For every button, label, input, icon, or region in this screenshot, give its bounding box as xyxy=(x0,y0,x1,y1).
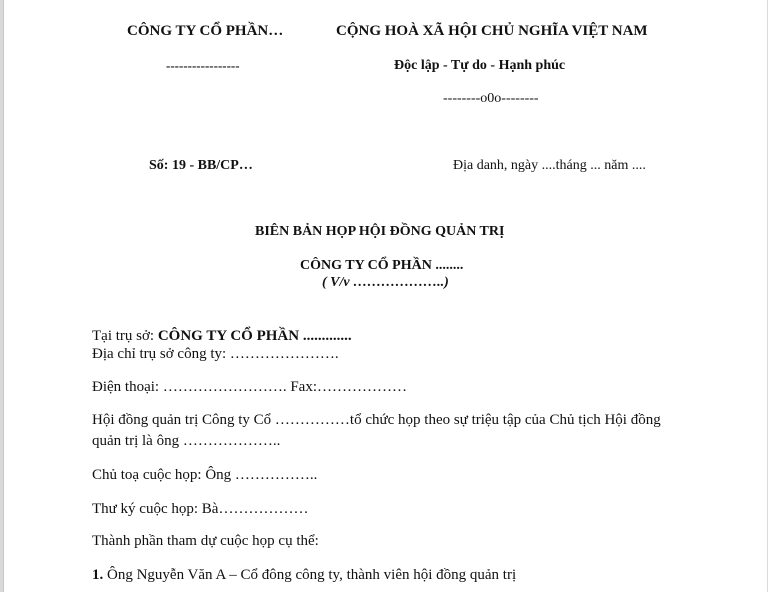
attendee-number: 1. xyxy=(92,567,104,583)
subject-line: ( V/v ………………..) xyxy=(322,275,449,290)
phone-fax-line: Điện thoại: ……………………. Fax:……………… xyxy=(92,379,407,395)
office-label: Tại trụ sở: xyxy=(92,328,158,344)
secretary-line: Thư ký cuộc họp: Bà……………… xyxy=(92,501,309,517)
attendee-text: Ông Nguyễn Văn A – Cổ đông công ty, thành viên hội đồng quản trị xyxy=(103,567,517,583)
attendee-item-1 xyxy=(92,566,516,584)
company-title: CÔNG TY CỔ PHẦN ........ xyxy=(300,258,464,273)
motto-ornament: --------o0o-------- xyxy=(443,91,539,106)
board-paragraph-line1: Hội đồng quản trị Công ty Cổ ……………tổ chức họp theo sự triệu tập của Chủ tịch Hội đồng xyxy=(92,412,661,428)
national-motto: Độc lập - Tự do - Hạnh phúc xyxy=(394,58,566,73)
attendees-heading: Thành phần tham dự cuộc họp cụ thể: xyxy=(92,533,319,549)
address-line: Địa chỉ trụ sở công ty: …………………. xyxy=(92,346,339,362)
header-left-divider: ----------------- xyxy=(166,58,240,73)
document-title: BIÊN BẢN HỌP HỘI ĐỒNG QUẢN TRỊ xyxy=(255,224,505,239)
document-number: Số: 19 - BB/CP… xyxy=(149,158,253,173)
document-page xyxy=(3,0,767,592)
office-company-name: CÔNG TY CỔ PHẦN ............. xyxy=(157,328,352,344)
company-name-header: CÔNG TY CỔ PHẦN… xyxy=(127,23,284,39)
national-title: CỘNG HOÀ XÃ HỘI CHỦ NGHĨA VIỆT NAM xyxy=(336,23,648,39)
place-date: Địa danh, ngày ....tháng ... năm .... xyxy=(453,158,646,173)
chair-line: Chủ toạ cuộc họp: Ông …………….. xyxy=(92,467,318,483)
board-paragraph-line2: quản trị là ông ……………….. xyxy=(92,433,281,449)
office-line xyxy=(92,327,352,345)
